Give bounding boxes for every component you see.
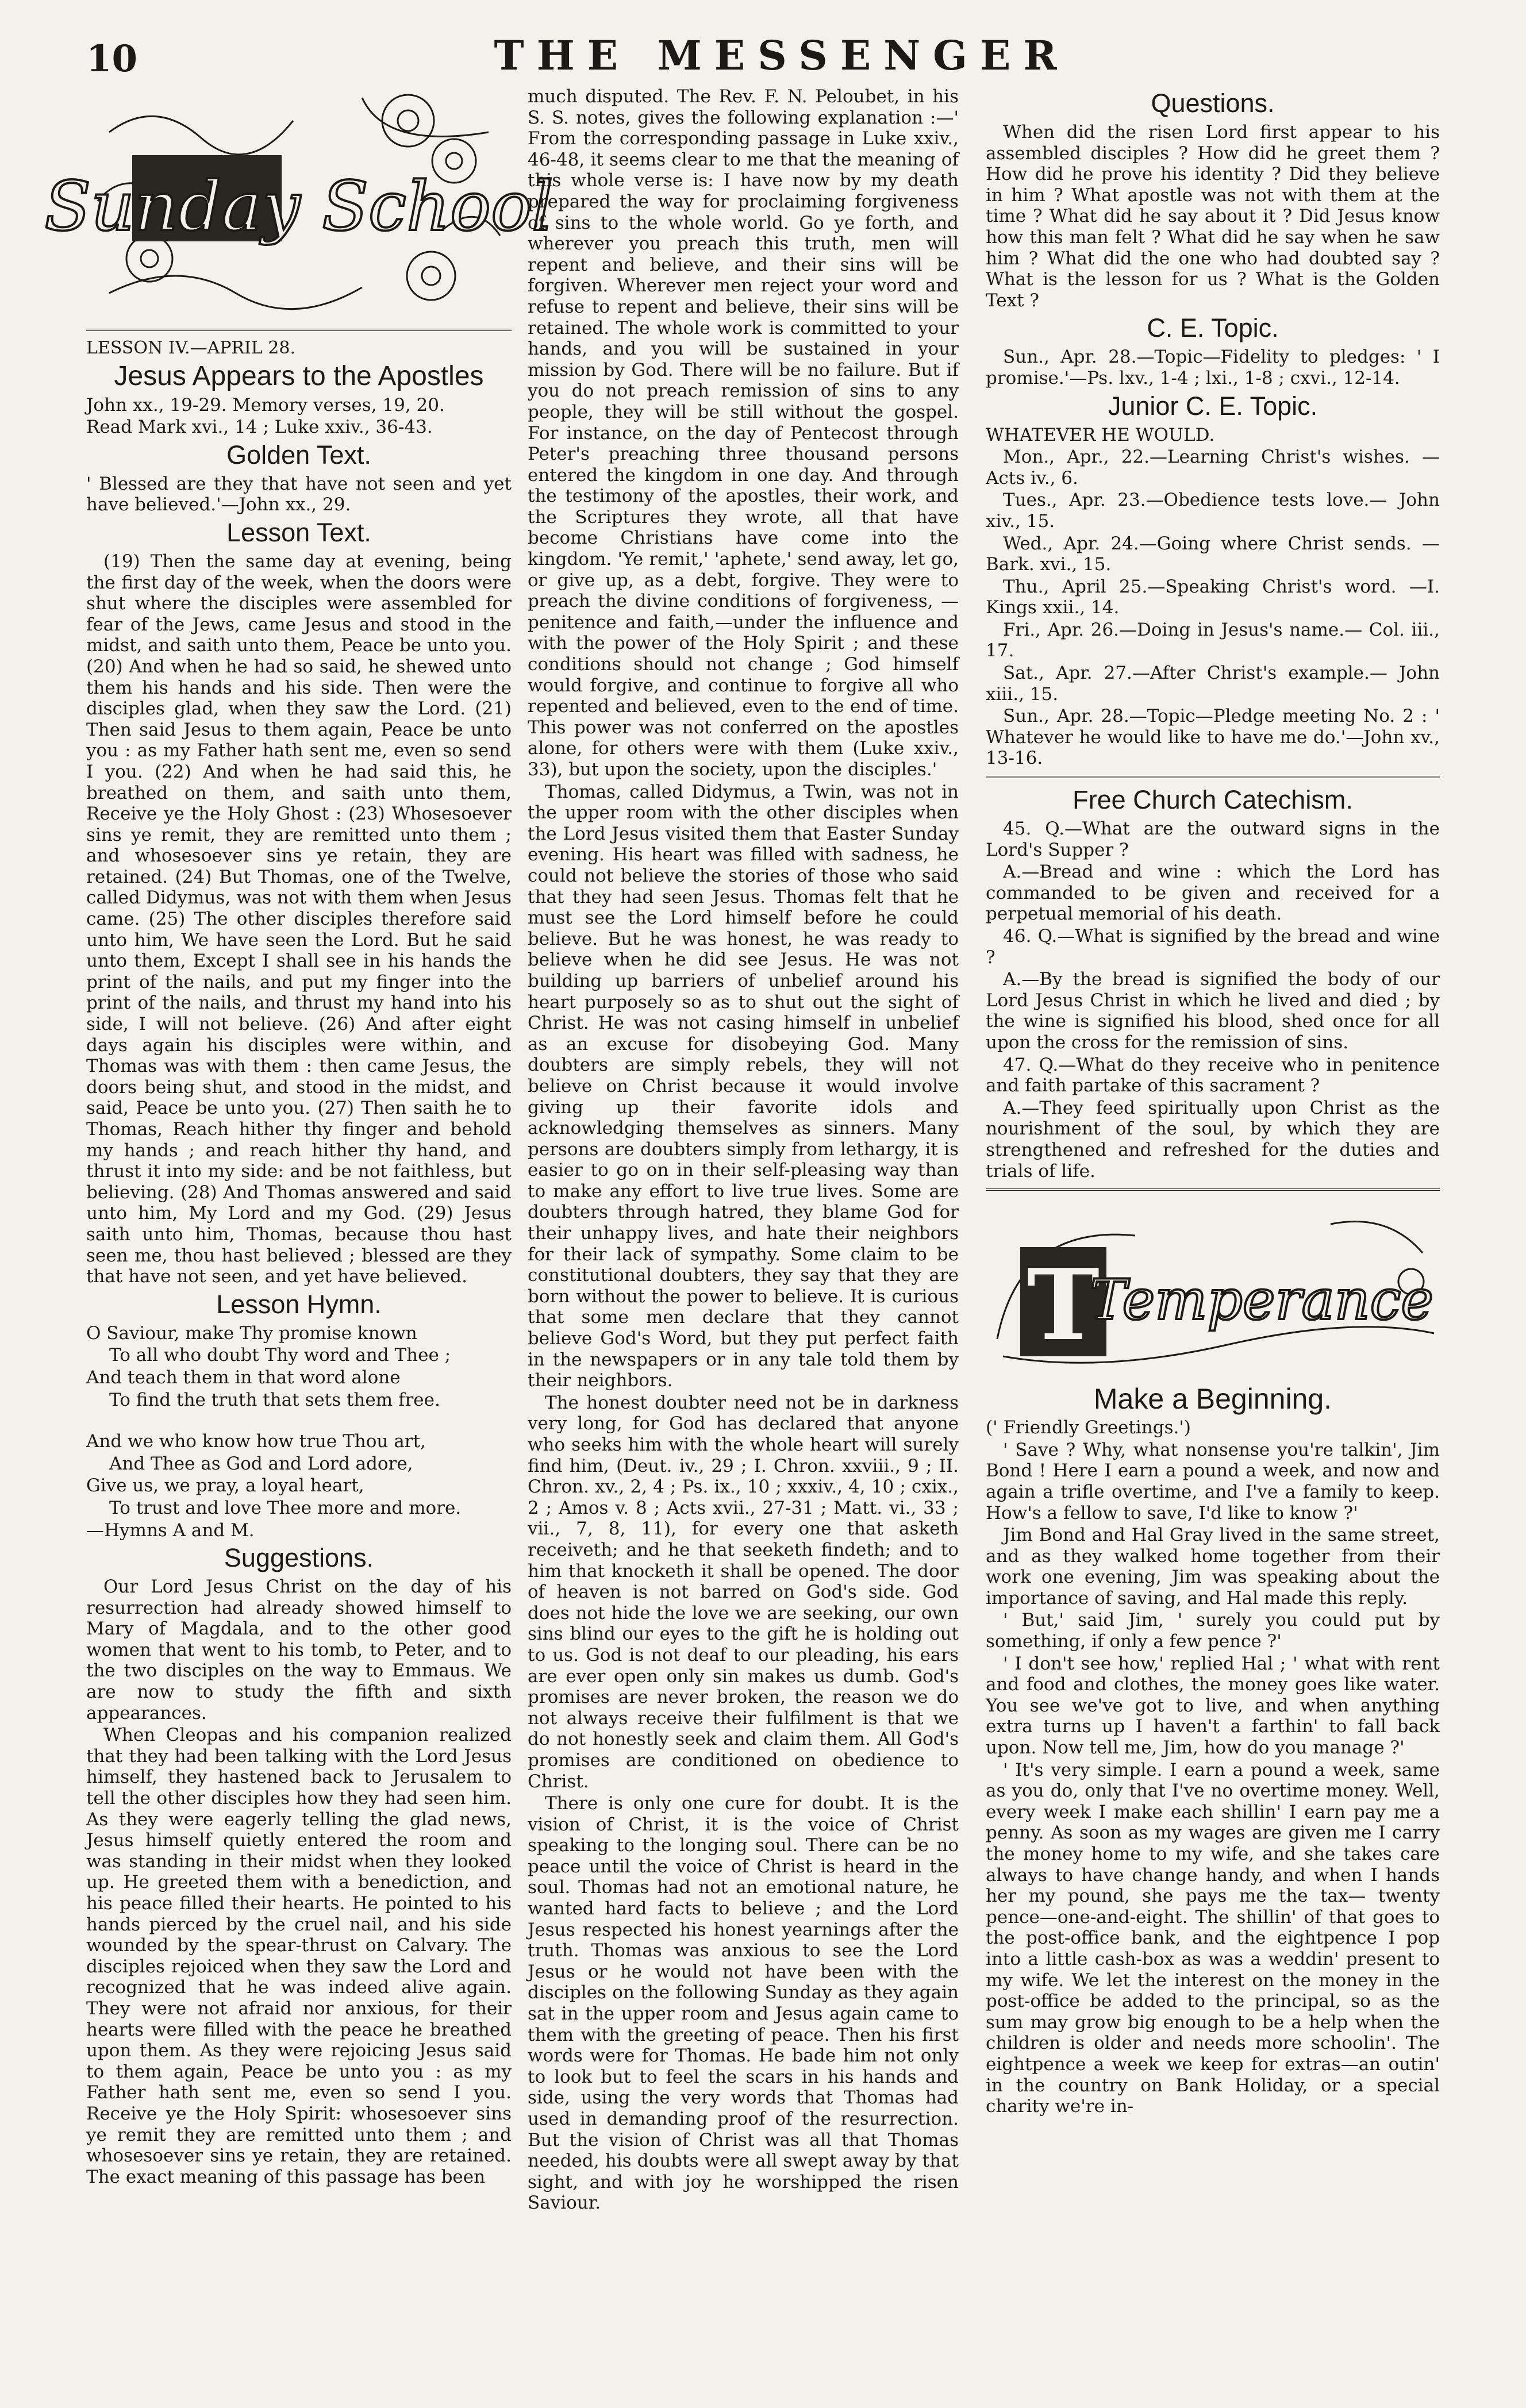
hymn-line: And we who know how true Thou art, bbox=[86, 1431, 426, 1452]
sunday-school-banner-text: Sunday School bbox=[44, 167, 553, 246]
suggestions-paragraph: When Cleopas and his companion realized that they had been talking with the Lord Jesus himself, they hastened back to Jerusalem to tell the other disciples how they had seen him. As they were eagerly telling the glad news, Jesus himself quietly entered the room and was standing in their midst when they looked up. He greeted them with a benediction, and his peace filled their hearts. He pointed to his hands pierced by the cruel nail, and his side wounded by the spear-thrust on Calvary. The disciples rejoiced when they saw the Lord and recognized that he was indeed alive again. They were not afraid nor anxious, for their hearts were filled with the peace he breathed upon them. As they were rejoicing Jesus said to them again, Peace be unto you : as my Father hath sent me, even so send I you. Receive ye the Holy Spirit: whosesoever sins ye remit they are remitted unto them ; and whosesoever sins ye retain, they are retained. The exact meaning of this passage has been bbox=[86, 1725, 512, 2187]
catechism-item: A.—Bread and wine : which the Lord has commanded to be given and received for a perpetual memorial of his death. bbox=[986, 861, 1440, 925]
column-3 bbox=[986, 86, 1440, 2118]
divider bbox=[86, 329, 512, 331]
hymn-source: —Hymns A and M. bbox=[86, 1520, 255, 1541]
lesson-title: Jesus Appears to the Apostles bbox=[114, 360, 484, 391]
lesson-hymn-heading: Lesson Hymn. bbox=[216, 1289, 382, 1319]
junior-item: Wed., Apr. 24.—Going where Christ sends. —Bark. xvi., 15. bbox=[986, 533, 1440, 575]
lesson-reference-2: Read Mark xvi., 14 ; Luke xxiv., 36-43. bbox=[86, 417, 433, 438]
body-paragraph: Thomas, called Didymus, a Twin, was not in the upper room with the other disciples when the Lord Jesus visited them that Easter Sunday evening. His heart was filled with sadness, he could not believe the stories of those who said that they had seen Jesus. Thomas felt that he must see the Lord himself before he could believe. But he was honest, he was ready to believe when he did see Jesus. He was not building up barriers of unbelief around his heart purposely so as to shut out the sight of Christ. He was not casing himself in unbelief as an excuse for disobeying God. Many doubters are simply rebels, they will not believe on Christ because it would involve giving up their favorite idols and acknowledging themselves as sinners. Many persons are doubters simply from lethargy, it is easier to go on in their self-pleasing way than to make any effort to live true lives. Some are doubters through hatred, they blame God for their unhappy lives, and hate their neighbors for their lack of sympathy. Some claim to be constitutional doubters, they say that they are born without the power to believe. It is curious that some men declare that they cannot believe God's Word, but they put perfect faith in the newspapers or in any tale told them by their neighbors. bbox=[528, 781, 959, 1391]
suggestions-paragraph: Our Lord Jesus Christ on the day of his resurrection had already showed himself to Mary of Magdala, and to the other good women that went to his tomb, to Peter, and to the two disciples on the way to Emmaus. We are now to study the fifth and sixth appearances. bbox=[86, 1576, 512, 1724]
junior-ce-subtitle: WHATEVER HE WOULD. bbox=[986, 424, 1215, 445]
junior-item: Mon., Apr., 22.—Learning Christ's wishes. —Acts iv., 6. bbox=[986, 447, 1440, 488]
catechism-item: 46. Q.—What is signified by the bread and wine ? bbox=[986, 926, 1440, 968]
ce-topic-heading: C. E. Topic. bbox=[1147, 313, 1279, 343]
temperance-banner-art bbox=[986, 1201, 1440, 1374]
sunday-school-banner bbox=[44, 86, 553, 322]
story-paragraph: ' It's very simple. I earn a pound a week, same as you do, only that I've no overtime money. Well, every week I make each shillin' I earn pay me a penny. As soon as my wages are given me I carry the money home to my wife, and she takes care always to have change handy, and when I hands her my pound, she pays me the tax— twenty pence—one-and-eight. The shillin' of that goes to the post-office bank, and the eightpence I pop into a little cash-box as was a weddin' present to my wife. We let the interest on the money in the post-office be added to the principal, so as the sum may grow big enough to be a help when the children is older and needs more schoolin'. The eightpence a week we keep for extras—an outin' in the country on Bank Holiday, or a special charity we're in- bbox=[986, 1759, 1440, 2117]
story-heading: Make a Beginning. bbox=[1093, 1383, 1332, 1415]
temperance-banner-text: Temperance bbox=[1089, 1268, 1434, 1333]
golden-text-heading: Golden Text. bbox=[226, 440, 371, 470]
body-paragraph: much disputed. The Rev. F. N. Peloubet, in his S. S. notes, gives the following explanation :—' From the corresponding passage in Luke xxiv., 46-48, it seems clear to me that the meaning of this whole verse is: I have now by my death prepared the way for proclaiming forgiveness of sins to the whole world. Go ye forth, and wherever you preach this truth, men will repent and believe, and their sins will be forgiven. Wherever men reject your word and refuse to repent and believe, their sins will be retained. The whole work is committed to your hands, and you will be sustained in your mission by God. There will be no failure. But if you do not preach remission of sins to any people, they will be still without the gospel. For instance, on the day of Pentecost through Peter's preaching three thousand persons entered the kingdom in one day. And through the testimony of the apostles, their work, and the Scriptures they wrote, all that have become Christians have come into the kingdom. 'Ye remit,' 'aphete,' send away, let go, or give up, as a debt, forgive. They were to preach the divine conditions of forgiveness, —penitence and faith,—under the influence and with the power of the Holy Spirit ; and these conditions should not change ; God himself would forgive, and continue to forgive all who repented and believed, even to the end of time. This power was not conferred on the apostles alone, for others were with them (Luke xxiv., 33), but upon the society, upon the disciples.' bbox=[528, 86, 959, 780]
hymn-line: To find the truth that sets them free. bbox=[109, 1389, 440, 1410]
hymn-line: To trust and love Thee more and more. bbox=[109, 1497, 462, 1518]
column-2 bbox=[528, 86, 959, 2215]
story-paragraph: ' But,' said Jim, ' surely you could put by something, if only a few pence ?' bbox=[986, 1610, 1440, 1652]
divider bbox=[986, 776, 1440, 778]
temperance-banner bbox=[986, 1201, 1440, 1374]
junior-item: Thu., April 25.—Speaking Christ's word. —I. Kings xxii., 14. bbox=[986, 576, 1440, 618]
hymn-line: And teach them in that word alone bbox=[86, 1367, 401, 1388]
hymn-line: And Thee as God and Lord adore, bbox=[109, 1453, 413, 1474]
ce-topic-text: Sun., Apr. 28.—Topic—Fidelity to pledges: ' I promise.'—Ps. lxv., 1-4 ; lxi., 1-8 ; cxvi., 12-14. bbox=[986, 347, 1440, 388]
sunday-school-banner-art bbox=[44, 86, 553, 322]
hymn-line: Give us, we pray, a loyal heart, bbox=[86, 1475, 364, 1497]
hymn-stanza-2 bbox=[86, 1431, 512, 1541]
body-paragraph: The honest doubter need not be in darkness very long, for God has declared that anyone who seeks him with the whole heart will surely find him, (Deut. iv., 29 ; I. Chron. xxviii., 9 ; II. Chron. xv., 2, 4 ; Ps. ix., 10 ; xxxiv., 4, 10 ; cxix., 2 ; Amos v. 8 ; Acts xvii., 27-31 ; Matt. vi., 33 ; vii., 7, 8, 11), for every one that asketh receiveth; and he that seeketh findeth; and to him that knocketh it shall be opened. The door of heaven is not barred on God's side. God does not hide the love we are seeking, our own sins blind our eyes to the gift he is holding out to us. God is not deaf to our pleading, his ears are ever open only sin makes us dumb. God's promises are never broken, the reason we do not always receive their fulfilment is that we do not honestly seek and claim them. All God's promises are conditioned on obedience to Christ. bbox=[528, 1392, 959, 1792]
catechism-item: A.—By the bread is signified the body of our Lord Jesus Christ in which he lived and died ; by the wine is signified his blood, shed once for all upon the cross for the remission of sins. bbox=[986, 969, 1440, 1053]
catechism-item: A.—They feed spiritually upon Christ as the nourishment of the soul, by which they are strengthened and refreshed for the duties and trials of life. bbox=[986, 1097, 1440, 1182]
lesson-reference-1: John xx., 19-29. Memory verses, 19, 20. bbox=[86, 394, 445, 416]
story-paragraph: ' I don't see how,' replied Hal ; ' what with rent and food and clothes, the money goes like water. You see we've got to live, and when anything extra turns up I haven't a farthin' to fall back upon. Now tell me, Jim, how do you manage ?' bbox=[986, 1653, 1440, 1759]
hymn-line: O Saviour, make Thy promise known bbox=[86, 1322, 417, 1344]
story-paragraph: Jim Bond and Hal Gray lived in the same street, and as they walked home together from their work one evening, Jim was speaking about the importance of saving, and Hal made this reply. bbox=[986, 1525, 1440, 1609]
junior-ce-heading: Junior C. E. Topic. bbox=[1108, 391, 1318, 421]
golden-text: ' Blessed are they that have not seen and yet have believed.'—John xx., 29. bbox=[86, 473, 512, 516]
catechism-item: 45. Q.—What are the outward signs in the Lord's Supper ? bbox=[986, 818, 1440, 860]
lesson-text-heading: Lesson Text. bbox=[226, 517, 371, 547]
story-source: (' Friendly Greetings.') bbox=[986, 1417, 1191, 1438]
column-1 bbox=[44, 86, 553, 2188]
questions-text: When did the risen Lord first appear to his assembled disciples ? How did he greet them ? How did he prove his identity ? Did they believe in him ? What apostle was not with them at the time ? What did he say about it ? Did Jesus know how this man felt ? What did he say when he saw him ? What did the one who had doubted say ? What is the lesson for us ? What is the Golden Text ? bbox=[986, 122, 1440, 311]
masthead-title: THE MESSENGER bbox=[494, 32, 1070, 79]
lesson-text: (19) Then the same day at evening, being the first day of the week, when the doors were shut where the disciples were assembled for fear of the Jews, came Jesus and stood in the midst, and saith unto them, Peace be unto you. (20) And when he had so said, he shewed unto them his hands and his side. Then were the disciples glad, when they saw the Lord. (21) Then said Jesus to them again, Peace be unto you : as my Father hath sent me, even so send I you. (22) And when he had said this, he breathed on them, and saith unto them, Receive ye the Holy Ghost : (23) Whosesoever sins ye remit, they are remitted unto them ; and whosesoever sins ye retain, they are retained. (24) But Thomas, one of the Twelve, called Didymus, was not with them when Jesus came. (25) The other disciples therefore said unto him, We have seen the Lord. But he said unto them, Except I shall see in his hands the print of the nails, and put my finger into the print of the nails, and thrust my hand into his side, I will not believe. (26) And after eight days again his disciples were within, and Thomas was with them : then came Jesus, the doors being shut, and stood in the midst, and said, Peace be unto you. (27) Then saith he to Thomas, Reach hither thy finger and behold my hands ; and reach hither thy hand, and thrust it into my side: and be not faithless, but believing. (28) And Thomas answered and said unto him, My Lord and my God. (29) Jesus saith unto him, Thomas, because thou hast seen me, thou hast believed ; blessed are they that have not seen, and yet have believed. bbox=[86, 551, 512, 1287]
junior-item: Sun., Apr. 28.—Topic—Pledge meeting No. 2 : ' Whatever he would like to have me do.'—John xv., 13-16. bbox=[986, 706, 1440, 769]
questions-heading: Questions. bbox=[1151, 89, 1275, 118]
junior-item: Fri., Apr. 26.—Doing in Jesus's name.— Col. iii., 17. bbox=[986, 619, 1440, 661]
junior-item: Sat., Apr. 27.—After Christ's example.— John xiii., 15. bbox=[986, 663, 1440, 705]
hymn-line: To all who doubt Thy word and Thee ; bbox=[109, 1345, 451, 1366]
page-header bbox=[86, 32, 1477, 83]
svg-text:T: T bbox=[1027, 1248, 1100, 1363]
suggestions-heading: Suggestions. bbox=[224, 1543, 374, 1573]
divider bbox=[986, 1188, 1440, 1191]
body-paragraph: There is only one cure for doubt. It is the vision of Christ, it is the voice of Christ speaking to the longing soul. There can be no peace until the voice of Christ is heard in the soul. Thomas had not an emotional nature, he wanted hard facts to believe ; and the Lord Jesus respected his honest yearnings after the truth. Thomas was anxious to see the Lord Jesus or he would not have been with the disciples on the following Sunday as they again sat in the upper room and Jesus again came to them with the greeting of peace. Then his first words were for Thomas. He bade him not only to look but to feel the scars in his hands and side, using the very words that Thomas had used in demanding proof of the resurrection. But the vision of Christ was all that Thomas needed, his doubts were all swept away by that sight, and with joy he worshipped the risen Saviour. bbox=[528, 1793, 959, 2214]
page-number: 10 bbox=[86, 37, 138, 80]
story-paragraph: ' Save ? Why, what nonsense you're talkin', Jim Bond ! Here I earn a pound a week, and now and again a trifle overtime, and I've a family to keep. How's a fellow to save, I'd like to know ?' bbox=[986, 1439, 1440, 1524]
junior-item: Tues., Apr. 23.—Obedience tests love.— John xiv., 15. bbox=[986, 490, 1440, 532]
hymn-stanza-1 bbox=[86, 1323, 512, 1410]
catechism-heading: Free Church Catechism. bbox=[1073, 785, 1353, 815]
lesson-line: LESSON IV.—APRIL 28. bbox=[86, 338, 296, 358]
catechism-item: 47. Q.—What do they receive who in penitence and faith partake of this sacrament ? bbox=[986, 1054, 1440, 1097]
